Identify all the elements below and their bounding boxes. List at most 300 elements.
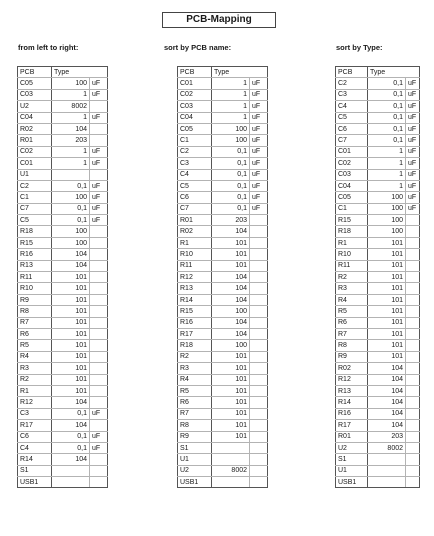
table-row (178, 283, 268, 294)
type-value-cell: 101 (52, 374, 90, 385)
type-value-cell (368, 477, 406, 488)
unit-cell: uF (250, 180, 268, 191)
pcb-name-cell: C7 (336, 135, 368, 146)
table-row (178, 101, 268, 112)
unit-cell: uF (406, 169, 420, 180)
unit-cell: uF (406, 180, 420, 191)
table-row (18, 431, 108, 442)
type-value-cell: 104 (368, 408, 406, 419)
unit-cell (406, 374, 420, 385)
pcb-name-cell: C5 (336, 112, 368, 123)
unit-cell (250, 226, 268, 237)
type-value-cell (212, 477, 250, 488)
type-value-cell: 100 (52, 78, 90, 89)
table-row (178, 408, 268, 419)
type-value-cell (368, 465, 406, 476)
type-value-cell: 104 (52, 420, 90, 431)
unit-cell (250, 328, 268, 339)
type-value-cell: 101 (52, 306, 90, 317)
table-sort-by-pcb-name (177, 66, 268, 488)
unit-cell (406, 465, 420, 476)
type-value-cell: 0,1 (368, 101, 406, 112)
type-value-cell: 104 (212, 317, 250, 328)
type-value-cell: 101 (212, 420, 250, 431)
unit-cell (250, 215, 268, 226)
unit-cell (406, 260, 420, 271)
table-row (178, 226, 268, 237)
table-row (18, 420, 108, 431)
table-row (178, 215, 268, 226)
table-row (178, 442, 268, 453)
unit-cell (250, 294, 268, 305)
page-title: PCB-Mapping (162, 12, 276, 28)
unit-cell: uF (90, 215, 108, 226)
table-row (178, 272, 268, 283)
header-unit (90, 67, 108, 78)
table-row (178, 294, 268, 305)
pcb-name-cell: C6 (336, 123, 368, 134)
type-value-cell: 104 (52, 454, 90, 465)
pcb-name-cell: C2 (336, 78, 368, 89)
pcb-name-cell: R16 (18, 249, 52, 260)
type-value-cell: 1 (368, 158, 406, 169)
pcb-name-cell: C7 (178, 203, 212, 214)
table-row (18, 306, 108, 317)
type-value-cell: 101 (212, 237, 250, 248)
pcb-name-cell: C7 (18, 203, 52, 214)
pcb-name-cell: C05 (336, 192, 368, 203)
pcb-name-cell: C6 (18, 431, 52, 442)
table-row (336, 397, 420, 408)
unit-cell (90, 260, 108, 271)
pcb-name-cell: R17 (18, 420, 52, 431)
pcb-name-cell: C01 (178, 78, 212, 89)
type-value-cell: 100 (52, 226, 90, 237)
pcb-name-cell: R14 (18, 454, 52, 465)
table-row (336, 317, 420, 328)
pcb-name-cell: R3 (336, 283, 368, 294)
type-value-cell: 0,1 (52, 203, 90, 214)
type-value-cell: 104 (212, 283, 250, 294)
type-value-cell: 100 (212, 340, 250, 351)
unit-cell (90, 328, 108, 339)
pcb-name-cell: C4 (18, 442, 52, 453)
unit-cell (90, 237, 108, 248)
table-row (336, 477, 420, 488)
unit-cell: uF (90, 158, 108, 169)
type-value-cell: 203 (52, 135, 90, 146)
table-row (336, 374, 420, 385)
unit-cell (90, 123, 108, 134)
unit-cell (406, 397, 420, 408)
type-value-cell: 100 (368, 226, 406, 237)
table-row (18, 203, 108, 214)
unit-cell: uF (90, 78, 108, 89)
unit-cell: uF (250, 203, 268, 214)
type-value-cell: 104 (368, 374, 406, 385)
type-value-cell: 101 (52, 340, 90, 351)
table-row (178, 89, 268, 100)
type-value-cell: 101 (52, 272, 90, 283)
unit-cell (250, 408, 268, 419)
type-value-cell: 0,1 (212, 192, 250, 203)
pcb-name-cell: R10 (178, 249, 212, 260)
table-header-row (336, 67, 420, 78)
unit-cell (90, 397, 108, 408)
unit-cell: uF (90, 408, 108, 419)
table-row (178, 317, 268, 328)
table-row (178, 123, 268, 134)
unit-cell: uF (250, 78, 268, 89)
pcb-name-cell: R18 (178, 340, 212, 351)
table-row (336, 169, 420, 180)
type-value-cell: 0,1 (52, 431, 90, 442)
unit-cell (90, 317, 108, 328)
pcb-name-cell: U2 (178, 465, 212, 476)
type-value-cell: 1 (212, 112, 250, 123)
unit-cell (250, 420, 268, 431)
pcb-name-cell: C02 (178, 89, 212, 100)
unit-cell (90, 169, 108, 180)
type-value-cell (212, 442, 250, 453)
pcb-name-cell: C03 (336, 169, 368, 180)
unit-cell (250, 374, 268, 385)
table-row (18, 158, 108, 169)
table-row (336, 203, 420, 214)
unit-cell: uF (90, 89, 108, 100)
type-value-cell: 101 (368, 237, 406, 248)
pcb-name-cell: R5 (336, 306, 368, 317)
heading-sort-by-pcb-name: sort by PCB name: (164, 43, 232, 52)
type-value-cell: 101 (212, 385, 250, 396)
type-value-cell: 101 (212, 408, 250, 419)
type-value-cell: 104 (212, 226, 250, 237)
unit-cell (90, 272, 108, 283)
table-row (336, 454, 420, 465)
pcb-name-cell: C2 (178, 146, 212, 157)
unit-cell (250, 317, 268, 328)
type-value-cell: 100 (52, 192, 90, 203)
pcb-name-cell: R17 (336, 420, 368, 431)
unit-cell (406, 351, 420, 362)
unit-cell: uF (90, 442, 108, 453)
table-row (18, 374, 108, 385)
table-row (178, 431, 268, 442)
pcb-name-cell: S1 (18, 465, 52, 476)
pcb-name-cell: C02 (336, 158, 368, 169)
table-row (336, 101, 420, 112)
pcb-name-cell: R6 (18, 328, 52, 339)
type-value-cell: 100 (212, 135, 250, 146)
pcb-name-cell: R6 (336, 317, 368, 328)
pcb-name-cell: C04 (336, 180, 368, 191)
pcb-name-cell: R12 (18, 397, 52, 408)
pcb-name-cell: C5 (18, 215, 52, 226)
table-row (18, 78, 108, 89)
table-row (336, 215, 420, 226)
type-value-cell: 101 (52, 328, 90, 339)
type-value-cell: 101 (368, 294, 406, 305)
unit-cell (90, 294, 108, 305)
pcb-name-cell: R17 (178, 328, 212, 339)
type-value-cell: 0,1 (52, 180, 90, 191)
pcb-name-cell: C1 (18, 192, 52, 203)
table-sort-by-type (335, 66, 420, 488)
table-row (336, 78, 420, 89)
unit-cell (90, 306, 108, 317)
unit-cell (250, 249, 268, 260)
unit-cell (90, 351, 108, 362)
table-row (336, 306, 420, 317)
table-row (336, 363, 420, 374)
unit-cell: uF (406, 192, 420, 203)
pcb-name-cell: R11 (18, 272, 52, 283)
table-row (336, 89, 420, 100)
pcb-name-cell: R10 (18, 283, 52, 294)
unit-cell (406, 215, 420, 226)
type-value-cell (52, 477, 90, 488)
pcb-name-cell: C03 (18, 89, 52, 100)
type-value-cell: 100 (368, 215, 406, 226)
type-value-cell: 104 (368, 420, 406, 431)
unit-cell (90, 477, 108, 488)
table-row (178, 477, 268, 488)
type-value-cell (368, 454, 406, 465)
unit-cell (250, 340, 268, 351)
table-row (18, 146, 108, 157)
unit-cell (250, 385, 268, 396)
table-row (18, 454, 108, 465)
table-row (178, 454, 268, 465)
table-row (336, 442, 420, 453)
unit-cell: uF (250, 123, 268, 134)
pcb-name-cell: R01 (336, 431, 368, 442)
table-row (336, 112, 420, 123)
table-row (178, 340, 268, 351)
header-pcb: PCB (336, 67, 368, 78)
table-row (18, 328, 108, 339)
unit-cell (406, 385, 420, 396)
type-value-cell: 1 (52, 112, 90, 123)
table-row (178, 158, 268, 169)
unit-cell (250, 431, 268, 442)
pcb-name-cell: R9 (336, 351, 368, 362)
pcb-name-cell: C1 (178, 135, 212, 146)
type-value-cell: 1 (212, 78, 250, 89)
unit-cell (90, 101, 108, 112)
pcb-name-cell: R9 (178, 431, 212, 442)
unit-cell (406, 340, 420, 351)
table-row (336, 237, 420, 248)
unit-cell: uF (250, 158, 268, 169)
type-value-cell: 0,1 (52, 215, 90, 226)
unit-cell (90, 340, 108, 351)
type-value-cell: 100 (52, 237, 90, 248)
unit-cell: uF (406, 123, 420, 134)
type-value-cell: 104 (368, 363, 406, 374)
unit-cell (406, 283, 420, 294)
type-value-cell: 101 (368, 351, 406, 362)
unit-cell (406, 408, 420, 419)
type-value-cell: 101 (212, 351, 250, 362)
type-value-cell: 101 (368, 272, 406, 283)
pcb-name-cell: R15 (18, 237, 52, 248)
table-row (178, 465, 268, 476)
unit-cell (90, 420, 108, 431)
table-row (336, 294, 420, 305)
table-row (336, 465, 420, 476)
pcb-name-cell: C3 (18, 408, 52, 419)
pcb-name-cell: USB1 (336, 477, 368, 488)
table-row (336, 272, 420, 283)
table-row (178, 363, 268, 374)
pcb-name-cell: R5 (18, 340, 52, 351)
pcb-name-cell: R8 (336, 340, 368, 351)
type-value-cell: 1 (368, 146, 406, 157)
pcb-name-cell: U2 (336, 442, 368, 453)
table-row (336, 123, 420, 134)
type-value-cell: 101 (52, 283, 90, 294)
pcb-name-cell: USB1 (18, 477, 52, 488)
unit-cell (406, 477, 420, 488)
pcb-name-cell: R18 (336, 226, 368, 237)
type-value-cell: 0,1 (368, 123, 406, 134)
unit-cell (90, 374, 108, 385)
type-value-cell: 100 (212, 306, 250, 317)
table-row (336, 180, 420, 191)
unit-cell: uF (250, 89, 268, 100)
table-row (18, 215, 108, 226)
pcb-name-cell: R02 (18, 123, 52, 134)
unit-cell: uF (406, 203, 420, 214)
unit-cell (250, 237, 268, 248)
pcb-name-cell: R1 (178, 237, 212, 248)
type-value-cell: 104 (52, 123, 90, 134)
type-value-cell: 101 (368, 328, 406, 339)
unit-cell (250, 442, 268, 453)
table-row (18, 385, 108, 396)
table-row (18, 249, 108, 260)
pcb-name-cell: R4 (336, 294, 368, 305)
table-row (18, 260, 108, 271)
unit-cell (406, 363, 420, 374)
pcb-name-cell: C3 (178, 158, 212, 169)
type-value-cell: 101 (52, 294, 90, 305)
unit-cell (406, 306, 420, 317)
type-value-cell: 101 (368, 249, 406, 260)
table-row (18, 112, 108, 123)
table-row (18, 101, 108, 112)
type-value-cell: 0,1 (212, 146, 250, 157)
table-row (18, 169, 108, 180)
pcb-name-cell: R5 (178, 385, 212, 396)
type-value-cell: 101 (212, 260, 250, 271)
type-value-cell: 8002 (52, 101, 90, 112)
pcb-name-cell: U2 (18, 101, 52, 112)
table-row (18, 442, 108, 453)
unit-cell: uF (250, 146, 268, 157)
unit-cell (90, 135, 108, 146)
header-unit (250, 67, 268, 78)
type-value-cell: 1 (52, 146, 90, 157)
table-row (178, 203, 268, 214)
unit-cell (406, 328, 420, 339)
table-row (178, 374, 268, 385)
table-row (18, 89, 108, 100)
type-value-cell: 101 (368, 317, 406, 328)
table-row (18, 135, 108, 146)
table-row (178, 112, 268, 123)
header-pcb: PCB (178, 67, 212, 78)
unit-cell: uF (90, 192, 108, 203)
pcb-name-cell: R8 (178, 420, 212, 431)
pcb-name-cell: R7 (178, 408, 212, 419)
pcb-name-cell: R14 (178, 294, 212, 305)
unit-cell: uF (250, 135, 268, 146)
pcb-name-cell: R6 (178, 397, 212, 408)
header-pcb: PCB (18, 67, 52, 78)
unit-cell (406, 420, 420, 431)
pcb-name-cell: R4 (178, 374, 212, 385)
type-value-cell: 203 (368, 431, 406, 442)
table-row (336, 328, 420, 339)
table-row (18, 226, 108, 237)
type-value-cell: 1 (212, 101, 250, 112)
type-value-cell: 101 (212, 374, 250, 385)
unit-cell (90, 226, 108, 237)
pcb-name-cell: U1 (178, 454, 212, 465)
table-row (336, 249, 420, 260)
table-row (336, 283, 420, 294)
unit-cell (90, 385, 108, 396)
type-value-cell: 101 (52, 317, 90, 328)
pcb-name-cell: R9 (18, 294, 52, 305)
type-value-cell: 101 (52, 351, 90, 362)
type-value-cell: 101 (368, 260, 406, 271)
pcb-name-cell: R7 (336, 328, 368, 339)
pcb-name-cell: USB1 (178, 477, 212, 488)
unit-cell (250, 260, 268, 271)
pcb-name-cell: R11 (178, 260, 212, 271)
type-value-cell: 104 (52, 397, 90, 408)
table-row (18, 363, 108, 374)
type-value-cell: 8002 (212, 465, 250, 476)
table-row (18, 477, 108, 488)
table-row (178, 420, 268, 431)
unit-cell: uF (250, 192, 268, 203)
type-value-cell: 1 (368, 180, 406, 191)
type-value-cell: 104 (212, 294, 250, 305)
table-row (336, 226, 420, 237)
type-value-cell: 0,1 (212, 158, 250, 169)
table-row (18, 237, 108, 248)
pcb-name-cell: R11 (336, 260, 368, 271)
type-value-cell: 0,1 (212, 180, 250, 191)
unit-cell (406, 272, 420, 283)
table-row (18, 272, 108, 283)
type-value-cell: 101 (368, 306, 406, 317)
unit-cell: uF (406, 135, 420, 146)
pcb-name-cell: R3 (178, 363, 212, 374)
type-value-cell: 104 (52, 249, 90, 260)
type-value-cell (52, 465, 90, 476)
pcb-name-cell: R12 (336, 374, 368, 385)
unit-cell: uF (90, 112, 108, 123)
type-value-cell: 0,1 (368, 112, 406, 123)
table-row (178, 180, 268, 191)
header-type: Type (368, 67, 406, 78)
type-value-cell: 1 (368, 169, 406, 180)
